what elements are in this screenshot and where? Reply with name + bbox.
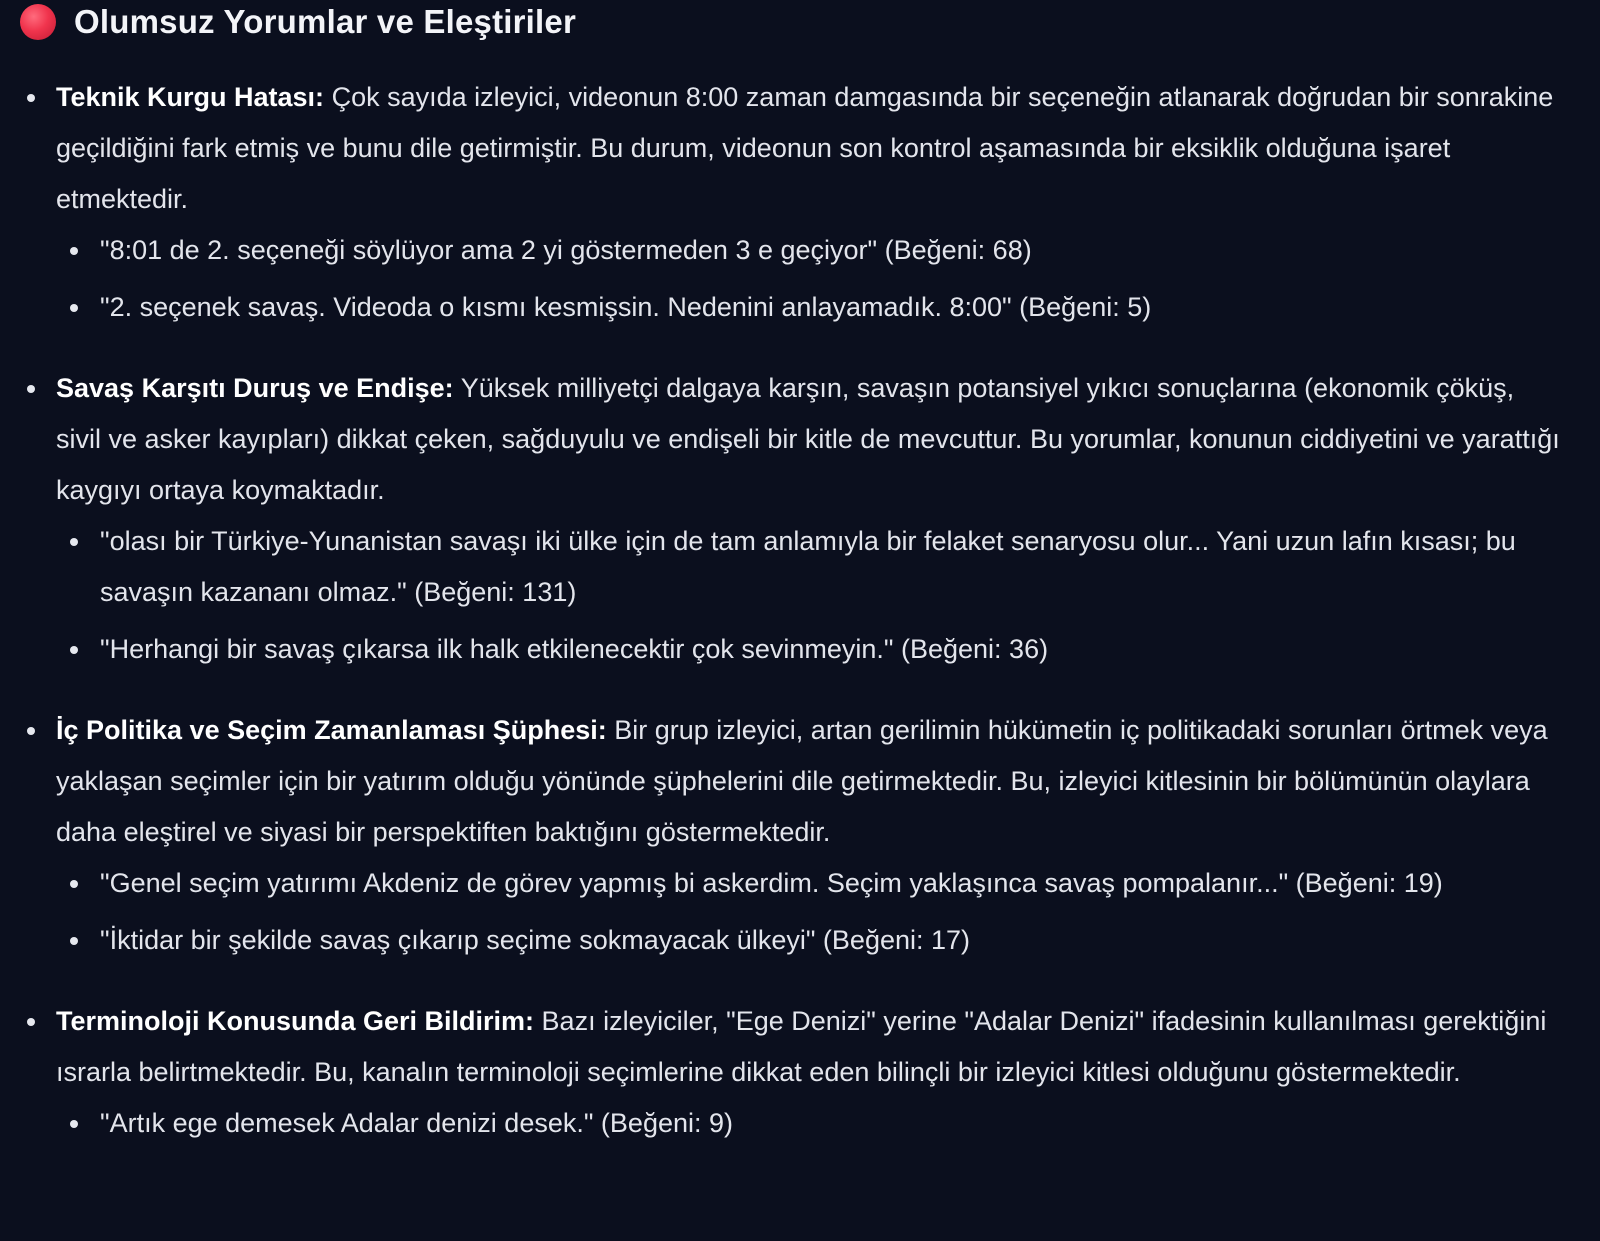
criticism-text: Çok sayıda izleyici, videonun 8:00 zaman damgasında bir seçeneğin atlanarak doğrudan bir sonrakine geçildiğini fark etmiş ve bunu dile getirmiştir. Bu durum, videonun son kontrol aşamasında bir eksiklik olduğuna işaret etmektedir. bbox=[56, 82, 1554, 214]
criticism-text: Bir grup izleyici, artan gerilimin hükümetin iç politikadaki sorunları örtmek veya yaklaşan seçimler için bir yatırım olduğu yönünde şüphelerini dile getirmektedir. Bu, izleyici kitlesinin bir bölümünün olaylara daha eleştirel ve siyasi bir perspektiften baktığını göstermektedir. bbox=[56, 715, 1548, 847]
quote-item: "Herhangi bir savaş çıkarsa ilk halk etkilenecektir çok sevinmeyin." (Beğeni: 36) bbox=[56, 624, 1560, 675]
quote-item: "olası bir Türkiye-Yunanistan savaşı iki ülke için de tam anlamıyla bir felaket senaryosu olur... Yani uzun lafın kısası; bu savaşın kazananı olmaz." (Beğeni: 131) bbox=[56, 516, 1560, 618]
criticism-paragraph bbox=[56, 363, 1560, 516]
quote-item: "Genel seçim yatırımı Akdeniz de görev yapmış bi askerdim. Seçim yaklaşınca savaş pompalanır..." (Beğeni: 19) bbox=[56, 858, 1560, 909]
criticism-title: Savaş Karşıtı Duruş ve Endişe: bbox=[56, 373, 454, 403]
criticism-paragraph bbox=[56, 72, 1560, 225]
criticism-paragraph bbox=[56, 705, 1560, 858]
quote-list bbox=[56, 225, 1560, 333]
criticism-paragraph bbox=[56, 996, 1560, 1098]
red-circle-icon bbox=[20, 4, 56, 40]
quote-list bbox=[56, 858, 1560, 966]
criticism-item bbox=[20, 363, 1560, 675]
criticism-text: Bazı izleyiciler, "Ege Denizi" yerine "Adalar Denizi" ifadesinin kullanılması gerektiğini ısrarla belirtmektedir. Bu, kanalın terminoloji seçimlerine dikkat eden bilinçli bir izleyici kitlesi olduğunu göstermektedir. bbox=[56, 1006, 1547, 1087]
criticism-title: İç Politika ve Seçim Zamanlaması Şüphesi: bbox=[56, 715, 607, 745]
criticism-title: Teknik Kurgu Hatası: bbox=[56, 82, 325, 112]
criticism-list bbox=[20, 72, 1560, 1149]
section-heading bbox=[20, 0, 1560, 44]
quote-list bbox=[56, 516, 1560, 675]
quote-item: "Artık ege demesek Adalar denizi desek." (Beğeni: 9) bbox=[56, 1098, 1560, 1149]
heading-title: Olumsuz Yorumlar ve Eleştiriler bbox=[74, 3, 577, 40]
quote-list bbox=[56, 1098, 1560, 1149]
criticism-title: Terminoloji Konusunda Geri Bildirim: bbox=[56, 1006, 535, 1036]
quote-item: "2. seçenek savaş. Videoda o kısmı kesmişsin. Nedenini anlayamadık. 8:00" (Beğeni: 5) bbox=[56, 282, 1560, 333]
quote-item: "8:01 de 2. seçeneği söylüyor ama 2 yi göstermeden 3 e geçiyor" (Beğeni: 68) bbox=[56, 225, 1560, 276]
criticism-item bbox=[20, 72, 1560, 333]
criticism-item bbox=[20, 705, 1560, 966]
criticism-item bbox=[20, 996, 1560, 1149]
criticism-text: Yüksek milliyetçi dalgaya karşın, savaşın potansiyel yıkıcı sonuçlarına (ekonomik çöküş, sivil ve asker kayıpları) dikkat çeken, sağduyulu ve endişeli bir kitle de mevcuttur. Bu yorumlar, konunun ciddiyetini ve yarattığı kaygıyı ortaya koymaktadır. bbox=[56, 373, 1560, 505]
quote-item: "İktidar bir şekilde savaş çıkarıp seçime sokmayacak ülkeyi" (Beğeni: 17) bbox=[56, 915, 1560, 966]
